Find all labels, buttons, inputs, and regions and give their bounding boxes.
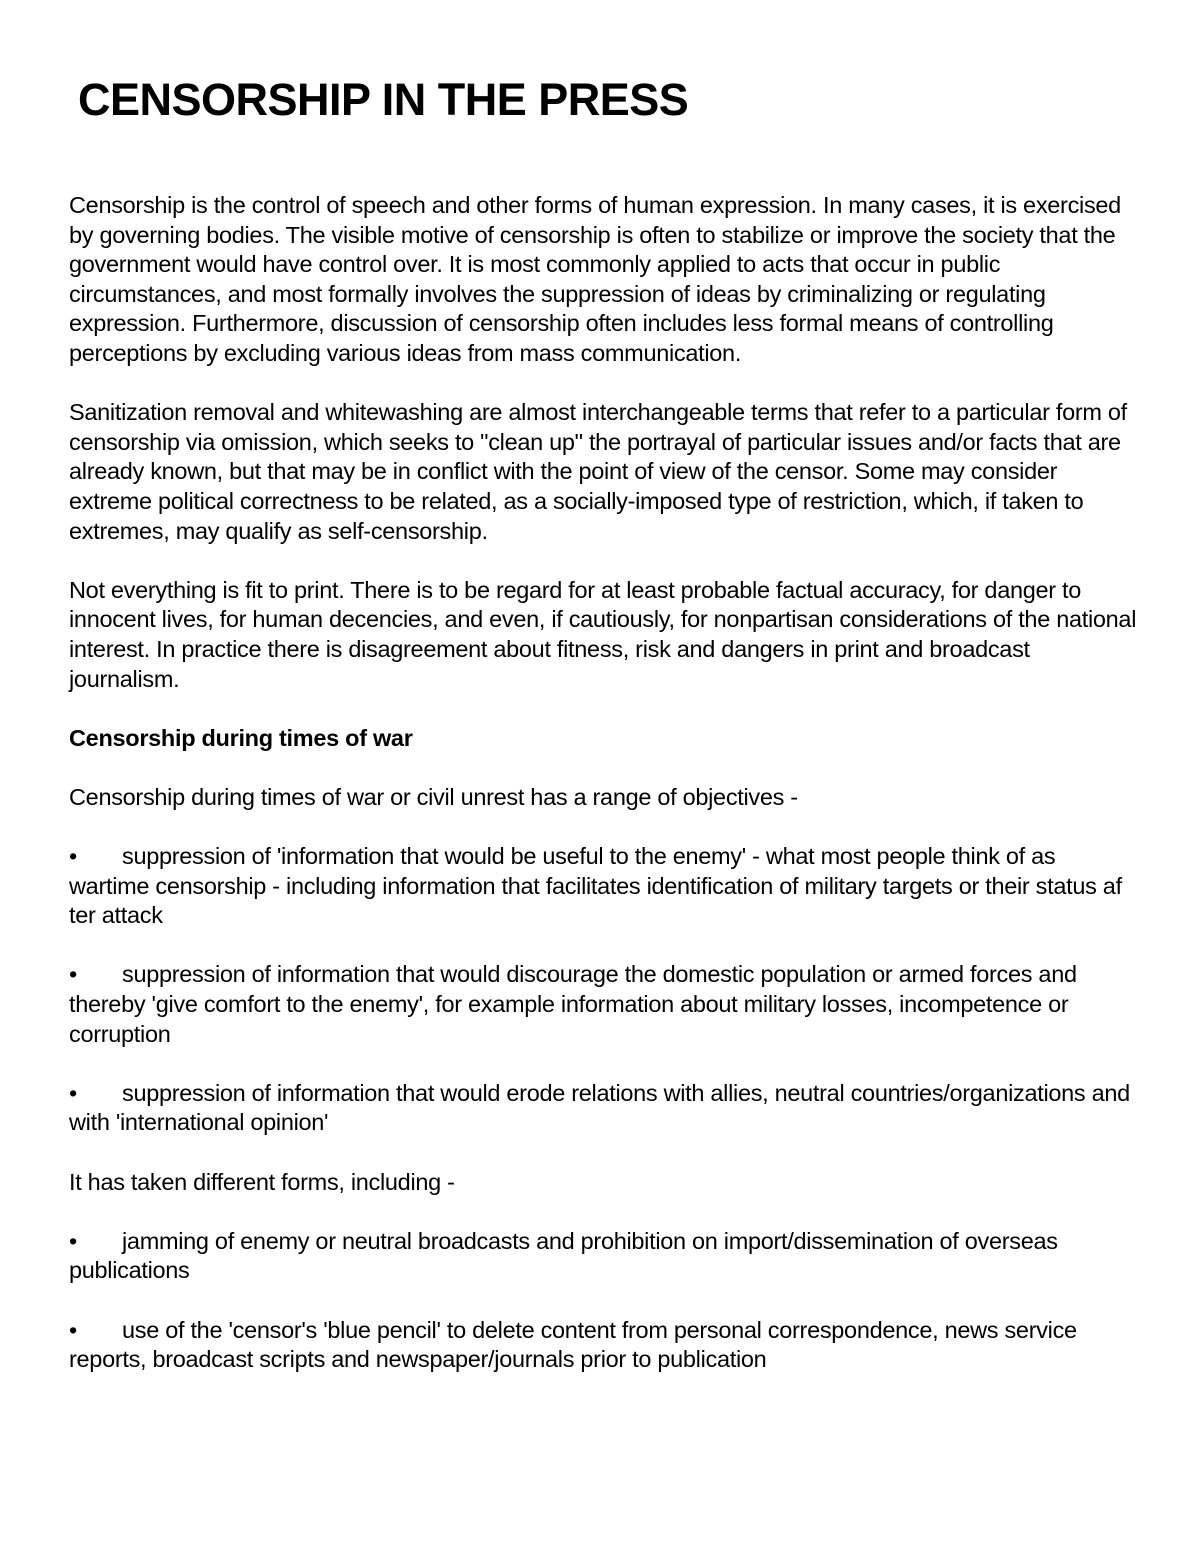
list-item-objective-1 xyxy=(69,842,1139,931)
list-item-objective-2 xyxy=(69,960,1139,1049)
list-item-text: suppression of information that would erode relations with allies, neutral countries/organizations and with 'international opinion' xyxy=(69,1079,1130,1136)
paragraph-sanitization: Sanitization removal and whitewashing are almost interchangeable terms that refer to a particular form of censorship via omission, which seeks to "clean up" the portrayal of particular issues and/or facts that are already known, but that may be in conflict with the point of view of the censor. Some may consider extreme political correctness to be related, as a socially-imposed type of restriction, which, if taken to extremes, may qualify as self-censorship. xyxy=(69,399,1127,544)
section-heading-war: Censorship during times of war xyxy=(69,724,413,751)
bullet-icon: • xyxy=(69,1227,77,1254)
bullet-icon: • xyxy=(69,1079,77,1106)
document-body xyxy=(69,191,1139,1404)
list-item-objective-3 xyxy=(69,1079,1139,1138)
list-item-text: suppression of information that would discourage the domestic population or armed forces and thereby 'give comfort to the enemy', for example information about military losses, incompetence or corruption xyxy=(69,961,1077,1047)
document-title: CENSORSHIP IN THE PRESS xyxy=(78,74,689,125)
paragraph-forms-intro: It has taken different forms, including - xyxy=(69,1168,455,1195)
paragraph-war-intro: Censorship during times of war or civil unrest has a range of objectives - xyxy=(69,783,798,810)
list-item-text: use of the 'censor's 'blue pencil' to delete content from personal correspondence, news service reports, broadcast scripts and newspaper/journals prior to publication xyxy=(69,1316,1077,1373)
list-item-text: suppression of 'information that would be useful to the enemy' - what most people think of as wartime censorship - including information that facilitates identification of military targets or their status af ter attack xyxy=(69,843,1122,929)
list-item-form-2 xyxy=(69,1316,1139,1375)
list-item-form-1 xyxy=(69,1227,1139,1286)
paragraph-intro: Censorship is the control of speech and other forms of human expression. In many cases, it is exercised by governing bodies. The visible motive of censorship is often to stabilize or improve the society that the government would have control over. It is most commonly applied to acts that occur in public circumstances, and most formally involves the suppression of ideas by criminalizing or regulating expression. Furthermore, discussion of censorship often includes less formal means of controlling perceptions by excluding various ideas from mass communication. xyxy=(69,192,1121,366)
paragraph-fit-to-print: Not everything is fit to print. There is to be regard for at least probable factual accuracy, for danger to innocent lives, for human decencies, and even, if cautiously, for nonpartisan considerations of the national interest. In practice there is disagreement about fitness, risk and dangers in print and broadcast journalism. xyxy=(69,576,1137,692)
bullet-icon: • xyxy=(69,961,77,988)
list-item-text: jamming of enemy or neutral broadcasts and prohibition on import/dissemination of overseas publications xyxy=(69,1227,1058,1284)
bullet-icon: • xyxy=(69,1316,77,1343)
bullet-icon: • xyxy=(69,843,77,870)
